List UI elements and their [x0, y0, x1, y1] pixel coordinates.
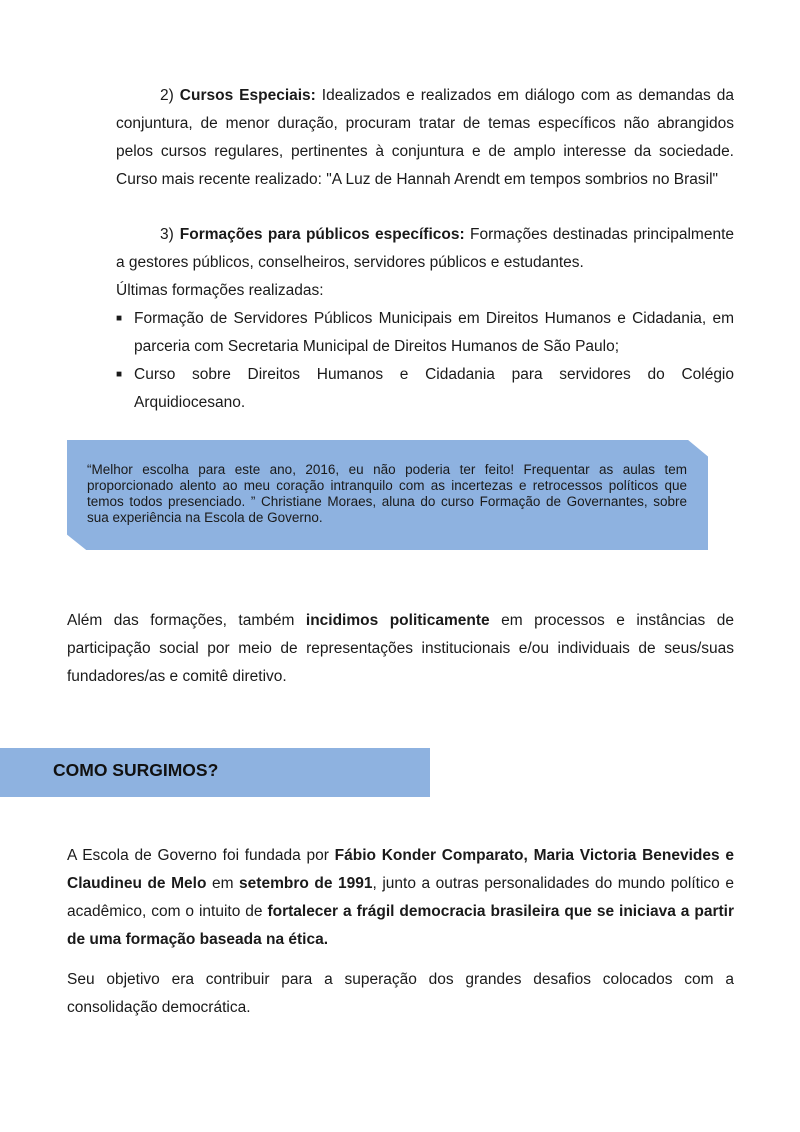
bullet-icon: ■	[116, 313, 123, 324]
section-title: COMO SURGIMOS?	[53, 760, 219, 780]
advocacy-highlight: incidimos politicamente	[305, 612, 490, 629]
item-heading: Formações para públicos específicos:	[179, 226, 465, 243]
item-formacoes-paragraph	[116, 221, 734, 277]
bullet-icon: ■	[116, 369, 123, 380]
item-cursos-especiais	[116, 82, 734, 194]
founders: Fábio Konder Comparato, Maria Victoria Benevides e Claudineu de Melo	[67, 847, 734, 892]
item-subheading: Últimas formações realizadas:	[116, 282, 324, 299]
item-cursos-especiais-paragraph	[116, 82, 734, 194]
testimonial-quote: “Melhor escolha para este ano, 2016, eu não poderia ter feito! Frequentar as aulas tem proporcionado alento ao meu coração intranquilo com as incertezas e retrocessos políticos que temos todos presenciado. ” Christiane Moraes, aluna do curso Formação de Governantes, sobre sua experiência na Escola de Governo.	[87, 462, 687, 525]
objective-paragraph: Seu objetivo era contribuir para a superação dos grandes desafios colocados com a consolidação democrática.	[67, 971, 734, 1016]
item-formacoes-publicos	[116, 221, 734, 305]
founding-date: setembro de 1991	[239, 875, 373, 892]
item-text: Idealizados e realizados em diálogo com as demandas da conjuntura, de menor duração, procuram tratar de temas específicos não abrangidos pelos cursos regulares, pertinentes à conjuntura e de amplo interesse da sociedade. Curso mais recente realizado: "A Luz de Hannah Arendt em tempos sombrios no Brasil"	[116, 87, 734, 188]
item-text: Formações destinadas principalmente a gestores públicos, conselheiros, servidores públicos e estudantes.	[116, 226, 734, 271]
item-number: 2)	[160, 87, 174, 104]
mission-highlight: fortalecer a frágil democracia brasileira que se iniciava a partir de uma formação baseada na ética.	[67, 903, 734, 948]
list-item: ■ Formação de Servidores Públicos Municipais em Direitos Humanos e Cidadania, em parceria com Secretaria Municipal de Direitos Humanos de São Paulo;	[116, 305, 734, 361]
formacoes-list	[116, 305, 734, 417]
origin-paragraph: A Escola de Governo foi fundada por Fábio Konder Comparato, Maria Victoria Benevides e Claudineu de Melo em setembro de 1991, junto a outras personalidades do mundo político e acadêmico, com o intuito de fortalecer a frágil democracia brasileira que se iniciava a partir de uma formação baseada na ética.	[67, 847, 734, 948]
item-number: 3)	[160, 226, 174, 243]
item-heading: Cursos Especiais:	[179, 87, 316, 104]
list-item: ■ Curso sobre Direitos Humanos e Cidadania para servidores do Colégio Arquidiocesano.	[116, 361, 734, 417]
advocacy-paragraph: Além das formações, também incidimos politicamente em processos e instâncias de participação social por meio de representações institucionais e/ou individuais de seus/suas fundadores/as e comitê diretivo.	[67, 612, 735, 685]
